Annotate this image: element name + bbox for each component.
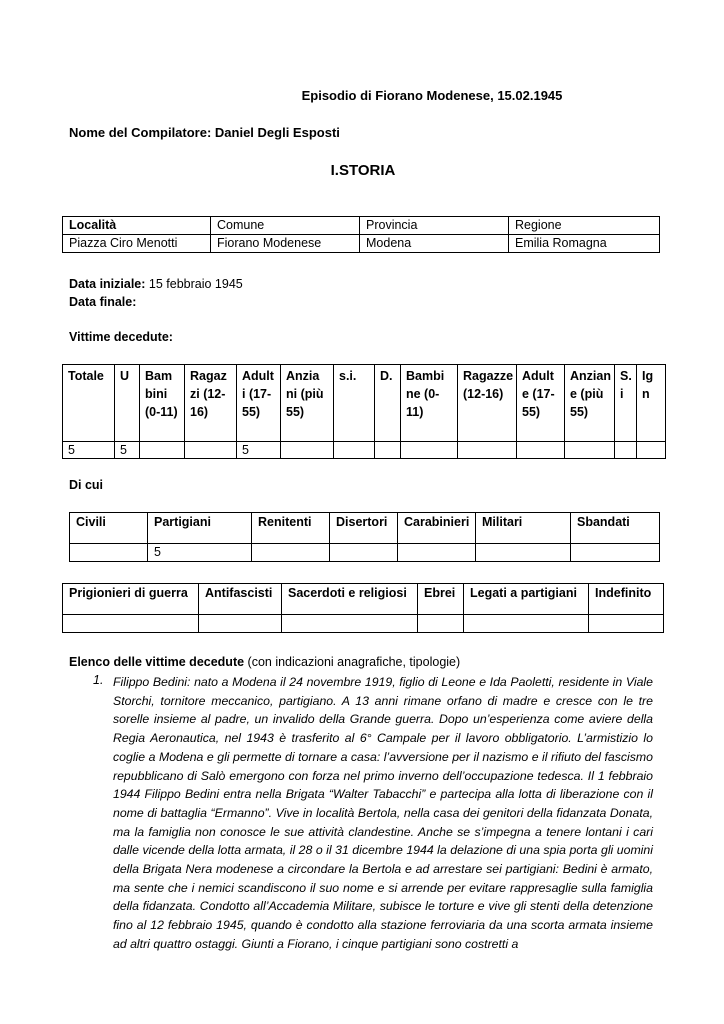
prisoners-value-legati (464, 615, 589, 633)
location-header-regione: Regione (509, 217, 660, 235)
elenco-subtitle: (con indicazioni anagrafiche, tipologie) (244, 655, 461, 669)
victims-value-ign (637, 442, 666, 459)
di-cui-table (69, 512, 660, 562)
compiler-name: Nome del Compilatore: Daniel Degli Esposti (69, 125, 340, 140)
prisoners-value-sacerdoti (282, 615, 418, 633)
victims-header-ragazze: Ragazze (12-16) (458, 365, 517, 442)
victims-header-bambine: Bambi ne (0-11) (401, 365, 458, 442)
di-cui-header-partigiani: Partigiani (148, 513, 252, 544)
di-cui-value-civili (70, 544, 148, 562)
prisoners-table (62, 583, 664, 633)
prisoners-value-row (63, 615, 664, 633)
di-cui-value-partigiani: 5 (148, 544, 252, 562)
prisoners-value-ebrei (418, 615, 464, 633)
location-header-comune: Comune (211, 217, 360, 235)
victims-header-row (63, 365, 666, 442)
victims-value-bambini (140, 442, 185, 459)
location-table (62, 216, 660, 253)
elenco-title: Elenco delle vittime decedute (69, 655, 245, 669)
start-date-value: 15 febbraio 1945 (145, 277, 243, 291)
di-cui-value-renitenti (252, 544, 330, 562)
victims-header-si-f: S. i (615, 365, 637, 442)
victims-header-ragazzi: Ragaz zi (12-16) (185, 365, 237, 442)
start-date-label: Data iniziale: (69, 277, 146, 291)
di-cui-value-disertori (330, 544, 398, 562)
victim-entry-text: Filippo Bedini: nato a Modena il 24 novembre 1919, figlio di Leone e Ida Paoletti, residente in Viale Storchi, tornitore meccanico, partigiano. A 13 anni rimane orfano di madre e cresce con le tre sorelle insieme al padre, un invalido della Grande guerra. Dopo un’esperienza come aviere della Regia Aeronautica, nel 1943 è trasferito al 6° Campale per il lavoro obbligatorio. L’armistizio lo coglie a Modena e gli permette di tornare a casa: l’avversione per il nazismo e il rifiuto del fascismo repubblicano di Salò emergono con forza nel primo inverno dell’occupazione tedesca. Il 1 febbraio 1944 Filippo Bedini entra nella Brigata “Walter Tabacchi” e partecipa alla lotta di liberazione con il nome di battaglia “Ermanno”. Vive in località Bertola, nella casa dei genitori della fidanzata Donata, ma la famiglia non conosce le sue attività clandestine. Anche se s’impegna a tenere lontani i cari dalle vicende della lotta armata, il 28 o il 31 dicembre 1944 la delazione di una spia porta gli uomini della Brigata Nera modenese a circondare la Bertola e ad arrestare sei partigiani: Bedini è armato, ma sente che i nemici scandiscono il suo nome e si arrende per evitare rappresaglie sulla famiglia della fidanzata. Condotto all’Accademia Militare, subisce le torture e vive gli stenti della detenzione fino al 12 febbraio 1945, quando è condotto alla stazione ferroviaria da una scorta armata insieme ad altri quattro ostaggi. Giunti a Fiorano, i cinque partigiani sono costretti a (113, 675, 653, 951)
di-cui-title: Di cui (69, 478, 104, 492)
victims-value-ragazzi (185, 442, 237, 459)
victims-header-ign: Ig n (637, 365, 666, 442)
victims-value-totale: 5 (63, 442, 115, 459)
victims-value-si (334, 442, 375, 459)
victims-header-anziane: Anzian e (più 55) (565, 365, 615, 442)
di-cui-header-row (70, 513, 660, 544)
location-value-provincia: Modena (360, 235, 509, 253)
victims-value-bambine (401, 442, 458, 459)
victims-header-si: s.i. (334, 365, 375, 442)
victims-header-anziani: Anzia ni (più 55) (281, 365, 334, 442)
prisoners-value-indefinito (589, 615, 664, 633)
location-value-row (63, 235, 660, 253)
prisoners-header-antifascisti: Antifascisti (199, 584, 282, 615)
victims-header-adulti: Adult i (17-55) (237, 365, 281, 442)
victims-value-anziane (565, 442, 615, 459)
prisoners-header-sacerdoti: Sacerdoti e religiosi (282, 584, 418, 615)
end-date-line (69, 293, 243, 311)
location-header-localita: Località (63, 217, 211, 235)
location-header-row (63, 217, 660, 235)
di-cui-value-militari (476, 544, 571, 562)
location-value-regione: Emilia Romagna (509, 235, 660, 253)
prisoners-header-row (63, 584, 664, 615)
prisoners-header-indefinito: Indefinito (589, 584, 664, 615)
di-cui-header-civili: Civili (70, 513, 148, 544)
end-date-label: Data finale: (69, 295, 137, 309)
episode-title: Episodio di Fiorano Modenese, 15.02.1945 (301, 88, 563, 103)
dates-block (69, 275, 243, 311)
di-cui-header-militari: Militari (476, 513, 571, 544)
victims-value-si-f (615, 442, 637, 459)
victims-header-u: U (115, 365, 140, 442)
victims-value-anziani (281, 442, 334, 459)
location-value-localita: Piazza Ciro Menotti (63, 235, 211, 253)
victims-value-d (375, 442, 401, 459)
di-cui-value-sbandati (571, 544, 660, 562)
victims-value-adulte (517, 442, 565, 459)
prisoners-value-prigionieri (63, 615, 199, 633)
prisoners-header-ebrei: Ebrei (418, 584, 464, 615)
section-title: I.STORIA (330, 162, 396, 179)
prisoners-header-prigionieri: Prigionieri di guerra (63, 584, 199, 615)
victims-value-ragazze (458, 442, 517, 459)
prisoners-value-antifascisti (199, 615, 282, 633)
prisoners-header-legati: Legati a partigiani (464, 584, 589, 615)
victims-value-row (63, 442, 666, 459)
di-cui-value-carabinieri (398, 544, 476, 562)
victims-value-u: 5 (115, 442, 140, 459)
victims-header-d: D. (375, 365, 401, 442)
victims-value-adulti: 5 (237, 442, 281, 459)
di-cui-value-row (70, 544, 660, 562)
start-date-line (69, 275, 243, 293)
di-cui-header-carabinieri: Carabinieri (398, 513, 476, 544)
di-cui-header-renitenti: Renitenti (252, 513, 330, 544)
victims-header-adulte: Adult e (17-55) (517, 365, 565, 442)
location-value-comune: Fiorano Modenese (211, 235, 360, 253)
victims-header-bambini: Bam bini (0-11) (140, 365, 185, 442)
victim-entry-number: 1. (93, 673, 104, 687)
victims-table (62, 364, 666, 459)
victims-title: Vittime decedute: (69, 330, 173, 344)
location-header-provincia: Provincia (360, 217, 509, 235)
elenco-heading (69, 655, 460, 669)
di-cui-header-disertori: Disertori (330, 513, 398, 544)
victims-header-totale: Totale (63, 365, 115, 442)
di-cui-header-sbandati: Sbandati (571, 513, 660, 544)
